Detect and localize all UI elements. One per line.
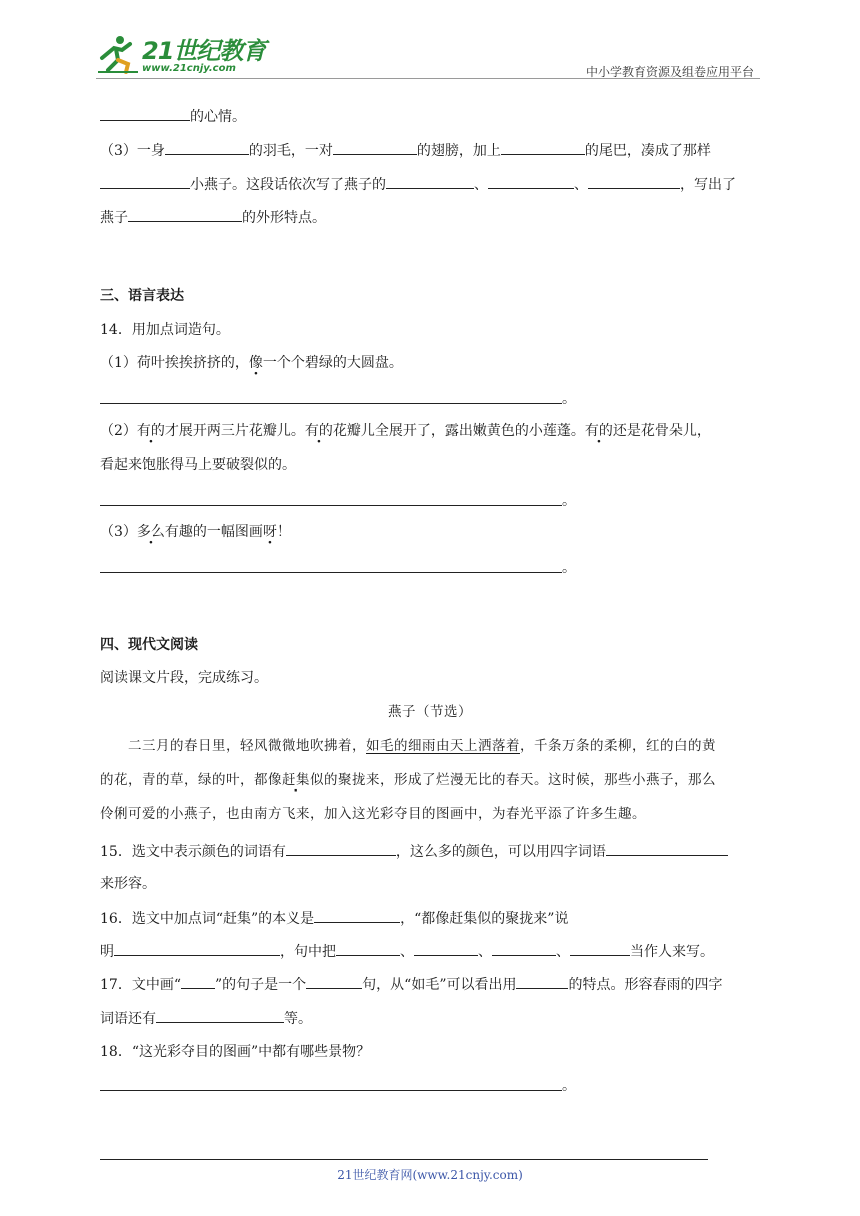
line-text: 、: [574, 177, 588, 193]
logo-main-text: 21世纪教育: [142, 37, 266, 65]
reading-intro: 阅读课文片段，完成练习。: [100, 670, 268, 686]
question-15-cont: 来形容。: [100, 876, 156, 892]
answer-blank[interactable]: [492, 941, 556, 956]
dotted-word: 有的: [136, 423, 165, 439]
dotted-word: 多么: [136, 524, 165, 540]
answer-blank[interactable]: [588, 174, 680, 189]
line-text: ”的句子是一个: [214, 977, 307, 993]
line-text: 才展开两三片花瓣儿。: [164, 423, 305, 439]
line-text: ！: [276, 524, 291, 540]
line-text: 似的聚拢来，形成了烂漫无比的春天。这时候，那些小燕子，那么: [310, 772, 716, 788]
line-text: ，写出了: [680, 177, 736, 193]
page-header: [96, 30, 760, 80]
dotted-word: 有的: [584, 423, 613, 439]
line-text: 还是花骨朵儿，: [612, 423, 711, 439]
answer-blank[interactable]: [314, 908, 400, 923]
line-text: ，千条万条的柔柳，红的白的黄: [520, 738, 716, 754]
line-text: （3）: [100, 524, 137, 540]
line-text: 16．选文中加点词“赶集”的本义是: [100, 911, 315, 927]
line-text: 17．文中画“: [100, 977, 181, 993]
answer-line[interactable]: [100, 1090, 562, 1091]
question-16-cont: [100, 941, 714, 962]
answer-blank[interactable]: [156, 1008, 284, 1023]
period: 。: [562, 560, 576, 576]
period: 。: [562, 493, 576, 509]
runner-logo-icon: [96, 34, 140, 74]
answer-blank[interactable]: [100, 106, 190, 121]
answer-blank[interactable]: [100, 174, 190, 189]
line-text: 15．选文中表示颜色的词语有: [100, 844, 286, 860]
text-line: [100, 140, 711, 161]
answer-line[interactable]: [100, 403, 562, 404]
answer-blank[interactable]: [606, 841, 728, 856]
line-text: 燕子: [100, 210, 128, 226]
site-logo[interactable]: [96, 34, 265, 74]
line-text: 二三月的春日里，轻风微微地吹拂着，: [128, 738, 366, 754]
answer-blank[interactable]: [128, 207, 242, 222]
line-text: ，句中把: [280, 944, 336, 960]
line-text: ，这么多的颜色，可以用四字词语: [395, 844, 606, 860]
question-18: 18．“这光彩夺目的图画”中都有哪些景物？: [100, 1044, 371, 1060]
line-text: ，“都像赶集似的聚拢来”说: [400, 911, 569, 927]
line-text: 小燕子。这段话依次写了燕子的: [190, 177, 386, 193]
text-line: [100, 106, 246, 127]
line-text: 、: [400, 944, 414, 960]
question-17-cont: [100, 1008, 312, 1029]
logo-url-text: www.21cnjy.com: [142, 63, 236, 74]
question-14-3: [100, 522, 291, 542]
line-text: 、: [478, 944, 492, 960]
question-16: [100, 908, 568, 929]
question-14-2-cont: 看起来饱胀得马上要破裂似的。: [100, 457, 296, 473]
line-text: 的翅膀，加上: [416, 143, 501, 159]
question-14-1: [100, 353, 403, 373]
answer-blank[interactable]: [333, 140, 417, 155]
dotted-word: 像: [248, 355, 263, 371]
header-platform-text: 中小学教育资源及组卷应用平台: [585, 65, 754, 79]
dotted-word: 有的: [304, 423, 333, 439]
answer-blank[interactable]: [570, 941, 630, 956]
passage-line: [100, 770, 716, 790]
question-15: [100, 841, 728, 862]
dotted-word: 赶集: [282, 772, 310, 788]
answer-blank[interactable]: [501, 140, 585, 155]
footer-divider: [100, 1159, 708, 1160]
period: 。: [562, 391, 576, 407]
section-title: 三、语言表达: [100, 288, 184, 304]
line-text: （2）: [100, 423, 137, 439]
line-text: 当作人来写。: [630, 944, 714, 960]
answer-blank[interactable]: [488, 174, 574, 189]
line-text: 的外形特点。: [242, 210, 326, 226]
line-text: 、: [556, 944, 570, 960]
line-text: 、: [474, 177, 488, 193]
answer-blank[interactable]: [286, 841, 396, 856]
underlined-sentence: 如毛的细雨由天上洒落着: [366, 738, 520, 754]
line-text: 一个个碧绿的大圆盘。: [262, 355, 403, 371]
underline-sample: [181, 974, 215, 989]
footer-link[interactable]: 21世纪教育网(www.21cnjy.com): [337, 1168, 523, 1182]
period: 。: [562, 1078, 576, 1094]
logo-text: [142, 39, 265, 74]
question-14: 14．用加点词造句。: [100, 322, 230, 338]
line-text: 词语还有: [100, 1011, 156, 1027]
header-divider: [96, 78, 760, 79]
answer-blank[interactable]: [516, 974, 568, 989]
line-text: 的花，青的草，绿的叶，都像: [100, 772, 282, 788]
line-text: 的尾巴，凑成了那样: [584, 143, 711, 159]
line-text: （3）一身: [100, 143, 165, 159]
passage-line: 伶俐可爱的小燕子，也由南方飞来，加入这光彩夺目的图画中，为春光平添了许多生趣。: [100, 806, 646, 822]
line-text: 的羽毛，一对: [248, 143, 333, 159]
question-17: [100, 974, 722, 995]
answer-line[interactable]: [100, 505, 562, 506]
passage-title: 燕子（节选）: [388, 704, 472, 720]
line-text: 花瓣儿全展开了，露出嫩黄色的小莲蓬。: [332, 423, 585, 439]
line-text: 句，从“如毛”可以看出用: [362, 977, 517, 993]
answer-line[interactable]: [100, 572, 562, 573]
text-line: [100, 207, 326, 228]
answer-blank[interactable]: [306, 974, 362, 989]
passage-line: [128, 736, 716, 756]
line-text: 的心情。: [190, 109, 246, 125]
line-text: 明: [100, 944, 114, 960]
section-title: 四、现代文阅读: [100, 637, 198, 653]
text-line: [100, 174, 736, 195]
answer-blank[interactable]: [114, 941, 280, 956]
question-14-2: [100, 421, 711, 441]
line-text: （1）荷叶挨挨挤挤的，: [100, 355, 249, 371]
answer-blank[interactable]: [165, 140, 249, 155]
dotted-word: 呀: [262, 524, 277, 540]
answer-blank[interactable]: [414, 941, 478, 956]
line-text: 等。: [284, 1011, 312, 1027]
answer-blank[interactable]: [336, 941, 400, 956]
answer-blank[interactable]: [386, 174, 474, 189]
line-text: 有趣的一幅图画: [164, 524, 263, 540]
line-text: 的特点。形容春雨的四字: [568, 977, 723, 993]
